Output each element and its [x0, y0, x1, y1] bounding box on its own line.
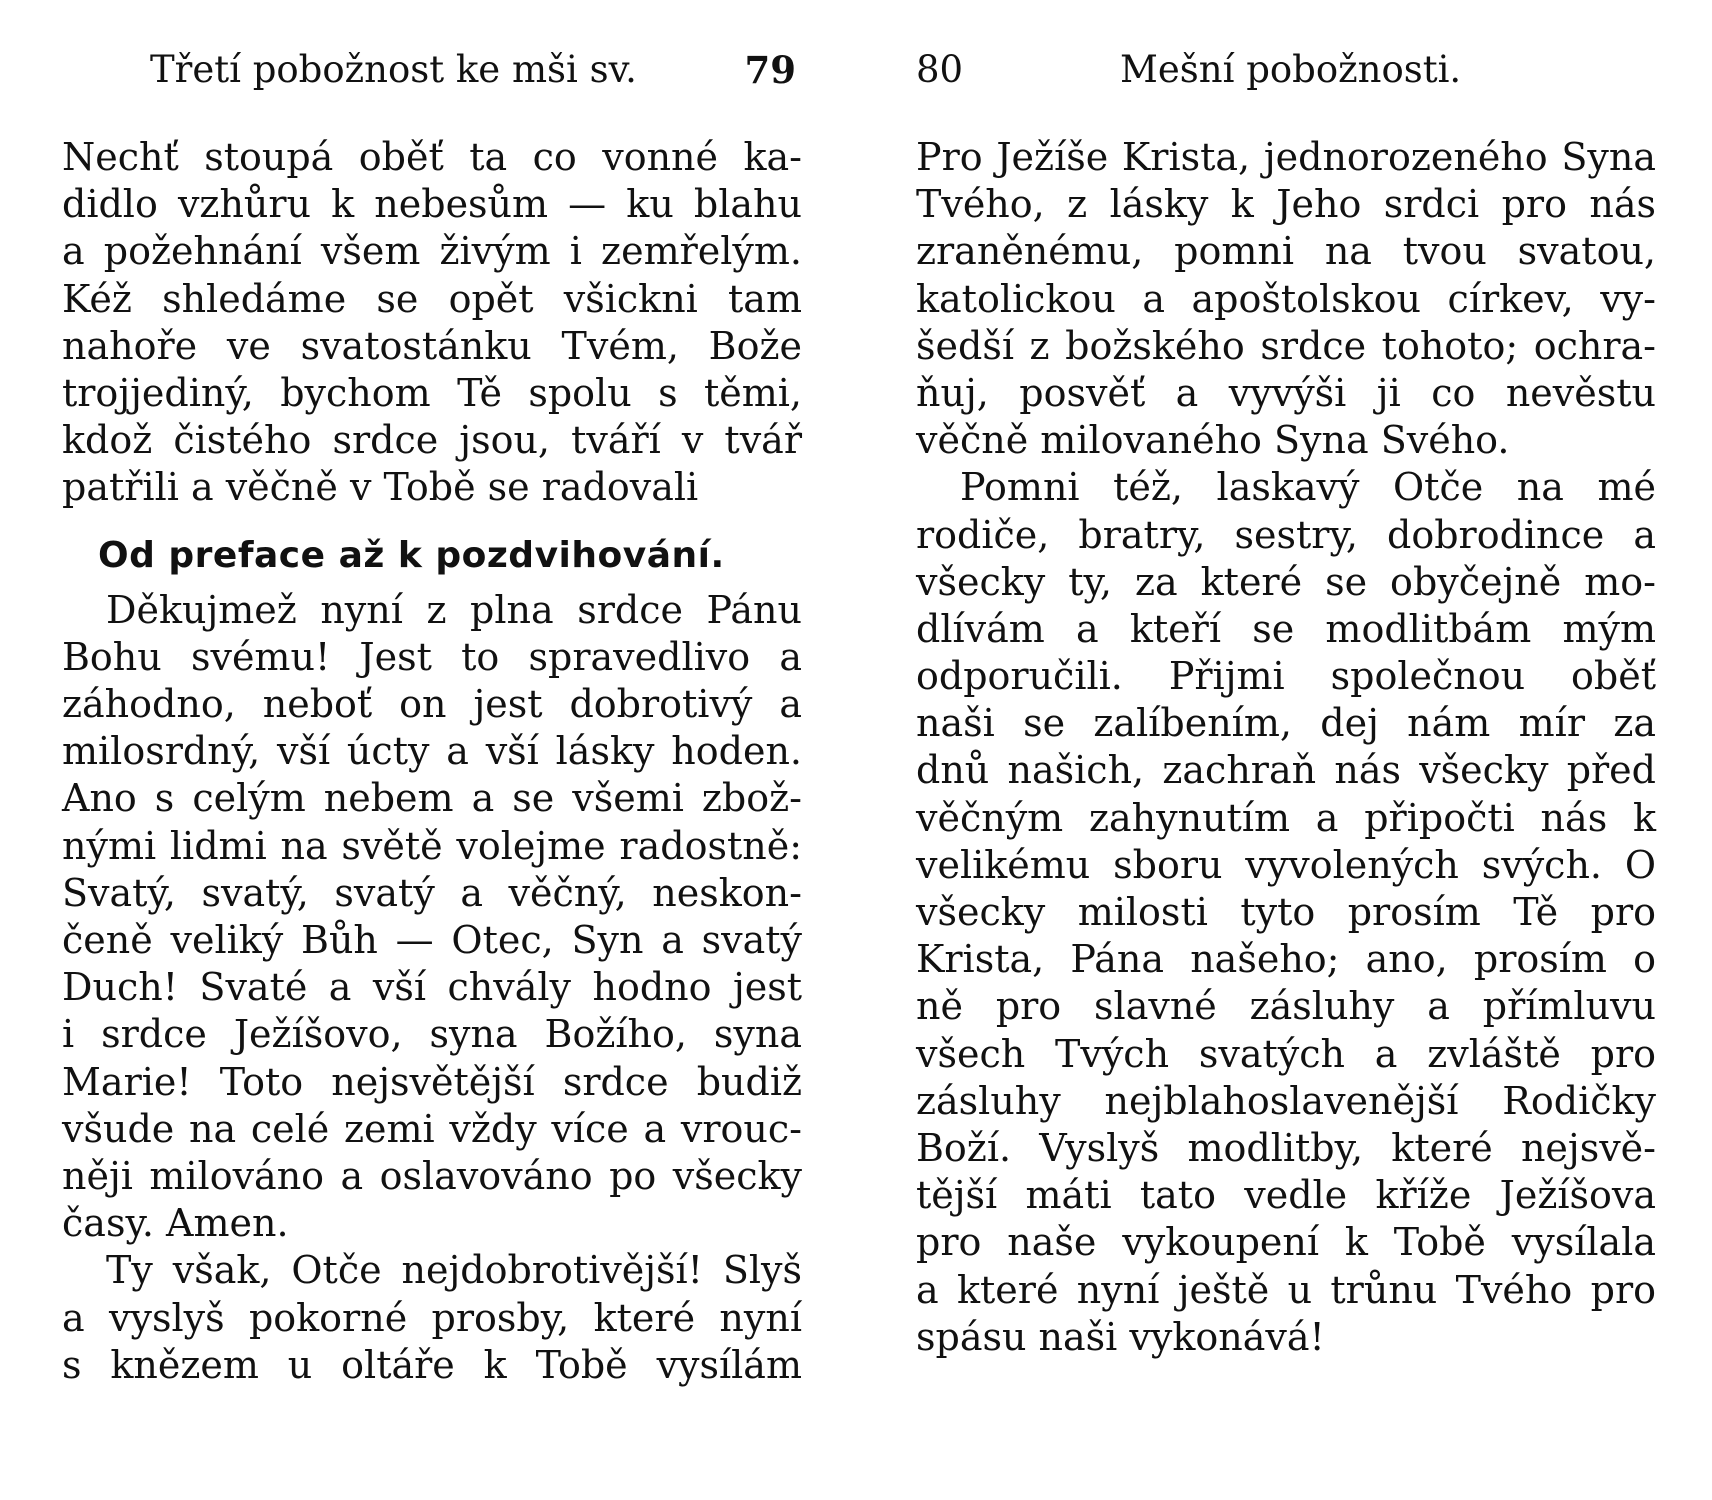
left-page [62, 40, 802, 1389]
text-line: Pomni též, laskavý Otče na mé [960, 465, 1656, 510]
text-line: rodiče, bratry, sestry, dobrodince a [916, 512, 1656, 557]
right-page-number: 80 [916, 48, 964, 91]
left-page-text [62, 134, 802, 1389]
text-line: Tvého, z lásky k Jeho srdci pro nás [916, 182, 1656, 227]
text-line: Boží. Vyslyš modlitby, které nejsvě- [916, 1125, 1656, 1170]
text-line: věčným zahynutím a připočti nás k [916, 795, 1656, 840]
right-page-text [916, 134, 1656, 1361]
text-line: spásu naši vykonává! [916, 1314, 1325, 1359]
text-line: Ty však, Otče nejdobrotivější! Slyš [106, 1248, 802, 1293]
right-running-title: Mešní pobožnosti. [1120, 48, 1462, 91]
text-line: čeně veliký Bůh — Otec, Syn a svatý [62, 918, 802, 962]
section-heading: Od preface až k pozdvihování. [98, 534, 725, 576]
text-line: zásluhy nejblahoslavenější Rodičky [916, 1078, 1656, 1123]
text-line: Děkujmež nyní z plna srdce Pánu [106, 587, 802, 632]
text-line: naši se zalíbením, dej nám mír za [916, 701, 1656, 746]
text-line: ně pro slavné zásluhy a přímluvu [916, 984, 1656, 1029]
text-line: Bohu svému! Jest to spravedlivo a [62, 634, 802, 679]
text-line: tější máti tato vedle kříže Ježíšova [916, 1173, 1656, 1218]
text-line: pro naše vykoupení k Tobě vysílala [916, 1220, 1656, 1265]
right-running-head [916, 40, 1656, 100]
text-line: Kéž shledáme se opět všickni tam [62, 276, 802, 321]
text-line: Ano s celým nebem a se všemi zbož- [62, 776, 802, 821]
text-line: nahoře ve svatostánku Tvém, Bože [62, 323, 802, 368]
text-line: a požehnání všem živým i zemřelým. [62, 229, 802, 274]
text-line: velikému sboru vyvolených svých. O [916, 842, 1656, 887]
text-line: Marie! Toto nejsvětější srdce budiž [62, 1059, 802, 1104]
text-line: a které nyní ještě u trůnu Tvého pro [916, 1267, 1656, 1312]
text-line: Pro Ježíše Krista, jednorozeného Syna [916, 135, 1656, 179]
text-line: Krista, Pána našeho; ano, prosím o [916, 937, 1656, 982]
text-line: dlívám a kteří se modlitbám mým [916, 606, 1656, 651]
right-page [916, 40, 1656, 1361]
text-line: všude na celé zemi vždy více a vrouc- [62, 1106, 802, 1151]
right-paragraph-1 [916, 134, 1656, 464]
text-line: milosrdný, vší úcty a vší lásky hoden. [62, 729, 802, 774]
text-line: a vyslyš pokorné prosby, které nyní [62, 1295, 802, 1340]
left-page-number: 79 [744, 48, 796, 92]
text-line: patřili a věčně v Tobě se radovali [62, 465, 699, 510]
text-line: kdož čistého srdce jsou, tváří v tvář [62, 418, 802, 463]
left-paragraph-2 [62, 587, 802, 1248]
text-line: věčně milovaného Syna Svého. [916, 418, 1510, 463]
text-line: s knězem u oltáře k Tobě vysílám [62, 1342, 802, 1387]
text-line: Nechť stoupá oběť ta co vonné ka- [62, 135, 802, 179]
text-line: časy. Amen. [62, 1201, 289, 1246]
left-running-head [62, 40, 802, 100]
text-line: Duch! Svaté a vší chvály hodno jest [62, 965, 802, 1010]
text-line: katolickou a apoštolskou církev, vy- [916, 276, 1656, 321]
right-paragraph-2 [916, 464, 1656, 1361]
left-paragraph-1 [62, 134, 802, 512]
text-line: všecky milosti tyto prosím Tě pro [916, 890, 1656, 934]
text-line: něji milováno a oslavováno po všecky [62, 1153, 802, 1198]
text-line: záhodno, neboť on jest dobrotivý a [62, 682, 802, 727]
left-paragraph-3 [62, 1247, 802, 1389]
text-line: ňuj, posvěť a vyvýši ji co nevěstu [916, 370, 1656, 415]
text-line: zraněnému, pomni na tvou svatou, [916, 229, 1656, 274]
text-line: didlo vzhůru k nebesům — ku blahu [62, 182, 802, 227]
text-line: šedší z božského srdce tohoto; ochra- [916, 323, 1656, 368]
text-line: odporučili. Přijmi společnou oběť [916, 654, 1656, 699]
text-line: všecky ty, za které se obyčejně mo- [916, 559, 1656, 604]
text-line: dnů našich, zachraň nás všecky před [916, 748, 1656, 793]
text-line: nými lidmi na světě volejme radostně: [62, 823, 802, 868]
left-running-title: Třetí pobožnost ke mši sv. [150, 48, 637, 91]
text-line: i srdce Ježíšovo, syna Božího, syna [62, 1012, 802, 1057]
text-line: trojjediný, bychom Tě spolu s těmi, [62, 370, 802, 415]
text-line: Svatý, svatý, svatý a věčný, neskon- [62, 870, 802, 915]
text-line: všech Tvých svatých a zvláště pro [916, 1031, 1656, 1076]
